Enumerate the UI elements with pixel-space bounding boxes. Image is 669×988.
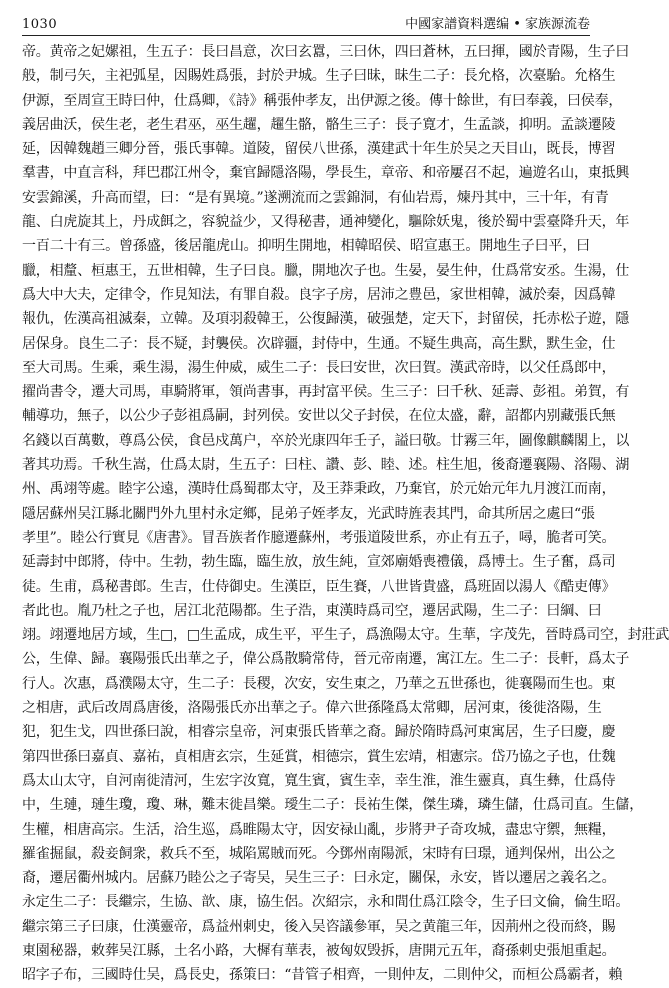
text-line: 延壽封中郎將，侍中。生勃，勃生臨，臨生放，放生純，宣郊廟婚喪禮儀，爲博士。生子奮，爲司 xyxy=(22,554,616,571)
text-line: 州、禹翊等處。睦字公遠，漢時仕爲蜀郡太守，及王莽秉政，乃棄官，於元始元年九月渡江而南， xyxy=(22,481,616,498)
body-text xyxy=(22,40,669,984)
text-line: 羅雀掘鼠，殺妾飼衆，救兵不至，城陷罵賊而死。今鄧州南陽派，宋時有曰璟，通判保州，出公之 xyxy=(22,845,616,862)
text-line: 隱居蘇州吴江縣北關門外九里村永定鄉，昆弟子姪孝友，光武時旌表其門，命其所居之處曰“張 xyxy=(22,505,595,522)
text-line: 繼宗第三子曰康，仕漢靈帝，爲益州刺史，後入吴咨議參軍，吴之黄龍三年，因荊州之役而終，賜 xyxy=(22,918,616,935)
page-number: 1030 xyxy=(22,17,58,32)
text-line: 伊源，至周宣王時曰仲，仕爲卿，《詩》稱張仲孝友，出伊源之後。傳十餘世，有曰奉義，曰侯奉， xyxy=(22,92,623,109)
text-line: 報仇，佐漢高祖滅秦，立韓。及項羽殺韓王，公復歸漢，破强楚，定天下，封留侯，托赤松子遊，隱 xyxy=(22,311,630,328)
text-line: 擢尚書令，遷大司馬，車騎將軍，領尚書事，再封富平侯。生三子：曰千秋、延壽、彭祖。弟賀，有 xyxy=(22,384,630,401)
text-line: 一百二十有三。曾孫盛，後居龍虎山。抑明生開地，相韓昭侯、昭宣惠王。開地生子曰平，曰 xyxy=(22,238,590,255)
text-line: 徒。生甫，爲秘書郎。生吉，仕侍御史。生漢臣，臣生賽，八世皆貴盛，爲班固以湯人《酷吏傳》 xyxy=(22,578,616,595)
page-header xyxy=(22,6,590,36)
text-line: 者此也。胤乃杜之子也，居江北范陽都。生子浩，東漢時爲司空，遷居武陽，生二子：曰綱、曰 xyxy=(22,602,602,619)
text-line: 孝里”。睦公行實見《唐書》。冒吾族者作臆遷蘇州，考張道陵世系，亦止有五子，噚，脆者可笑。 xyxy=(22,529,616,546)
running-title: 中國家譜資料選编 • 家族源流卷 xyxy=(405,17,590,32)
text-line: 第四世孫曰嘉貞、嘉祐，貞相唐玄宗，生延賞，相德宗，賞生宏靖，相憲宗。岱乃協之子也，仕魏 xyxy=(22,748,616,765)
text-line: 龍、白虎旋其上，丹成餌之，容貌益少，又得秘書，通神變化，驅除妖鬼，後於蜀中雲臺降升天，年 xyxy=(22,214,630,231)
text-line: 中，生璉，璉生瓊，瓊、琳，難末徙昌樂。璦生二子：長祐生傑，傑生璘，璘生儲，仕爲司直。生儲， xyxy=(22,797,643,814)
text-line: 居保身。良生二子：長不疑，封襲侯。次辟疆，封侍中，生通。不疑生典高，高生默，默生金，仕 xyxy=(22,335,616,352)
text-line: 延，因韓魏趙三卿分晉，張氏事韓。道陵，留侯八世孫，漢建武十年生於吴之天目山，既長，博習 xyxy=(22,141,616,158)
text-line: 爲太山太守，自河南徙清河，生宏字汝寬，寬生賓，賓生幸，幸生淮，淮生靈真，真生彝，仕爲侍 xyxy=(22,772,616,789)
text-line: 輔導功，無子，以公少子彭祖爲嗣，封列侯。安世以父子封侯，在位太盛，辭，詔都内别藏張氏無 xyxy=(22,408,616,425)
text-line: 至大司馬。生乘，乘生湯，湯生仲威，威生二子：長曰安世，次曰賀。漢武帝時，以父任爲郎中， xyxy=(22,359,616,376)
text-line: 名錢以百萬數，尊爲公侯，食邑戍萬户，卒於光康四年壬子，謚曰敬。廿霧三年，圖像麒麟閣上，以 xyxy=(22,432,630,449)
text-line: 東園秘器，敕葬吴江縣，土名小路，大樨有華表，被匈奴毁拆，唐開元五年，裔孫刺史張旭重起。 xyxy=(22,942,616,959)
text-line: 生權，相唐高宗。生活，洽生巡，爲睢陽太守，因安禄山亂，步將尹子奇攻城，盡忠守禦，無糧， xyxy=(22,821,616,838)
text-line: 著其功焉。千秋生嵩，仕爲太尉，生五子：曰柱、讚、彭、睦、述。柱生旭，後裔遷襄陽、洛陽、湖 xyxy=(22,457,630,474)
text-line: 帝。黄帝之妃嫘祖，生五子：長曰昌意，次曰玄囂，三曰休，四曰蒼林，五曰揮，國於青陽，生子曰 xyxy=(22,44,630,60)
text-line: 翊。翊遷地居方域，生□，□生孟成，成生平，平生子，爲漁陽太守。生華，字茂先，晉時爲司空，封莊武 xyxy=(22,627,669,644)
text-line: 臘，相釐、桓惠王，五世相韓，生子曰良。臘，開地次子也。生晏，晏生仲，仕爲常安丞。生湯，仕 xyxy=(22,262,630,279)
text-line: 犯，犯生戈，四世孫曰說，相睿宗皇帝，河東張氏皆華之裔。歸於隋時爲河東寓居，生子曰慶，慶 xyxy=(22,724,616,741)
text-line: 裔，遷居衢州城内。居蘇乃睦公之子寄吴，吴生三子：曰永定，關保，永安，皆以遷居之義名之。 xyxy=(22,870,616,887)
text-line: 昭字子布，三國時仕吴，爲長史，孫策曰：“昔管子相齊，一則仲友，二則仲父，而桓公爲霸者，賴 xyxy=(22,967,623,984)
text-line: 安雲錦溪，升高而望，曰：“是有異境。”遂溯流而之雲錦洞，有仙岩焉，煉丹其中，三十年，有青 xyxy=(22,189,609,206)
text-line: 公，生偉、歸。襄陽張氏出華之子，偉公爲散騎常侍，晉元帝南遷，寓江左。生二子：長軒，爲太子 xyxy=(22,651,630,668)
text-line: 永定生二子：長繼宗，生協、歆、康，協生侶。次紹宗，永和間仕爲江陰令，生子曰文倫，倫生昭。 xyxy=(22,894,630,911)
text-line: 行人。次惠，爲濮陽太守，生二子：長稷，次安，安生東之，乃華之五世孫也，徙襄陽而生也。東 xyxy=(22,675,616,692)
text-line: 般，制弓矢，主祀弧星，因賜姓爲張，封於尹城。生子曰昧，昧生二子：長允格，次臺駘。允格生 xyxy=(22,68,616,85)
text-line: 義居曲沃，侯生老，老生君巫，巫生趯，趯生骼，骼生三子：長子寛才，生孟談，抑明。孟談遷陵 xyxy=(22,116,616,133)
text-line: 爲大中大夫，定律令，作見知法，有罪自殺。良字子房，居沛之豊邑，家世相韓，滅於秦，因爲韓 xyxy=(22,286,616,303)
text-line: 之相唐，武后改周爲唐後，洛陽張氏亦出華之子。偉六世孫隆爲太常卿，居河東，後徙洛陽，生 xyxy=(22,700,602,717)
text-line: 羣書，中直言科，拜巴郡江州令，棄官歸隱洛陽，學長生，章帝、和帝屢召不起，遍遊名山，東抵興 xyxy=(22,165,630,182)
